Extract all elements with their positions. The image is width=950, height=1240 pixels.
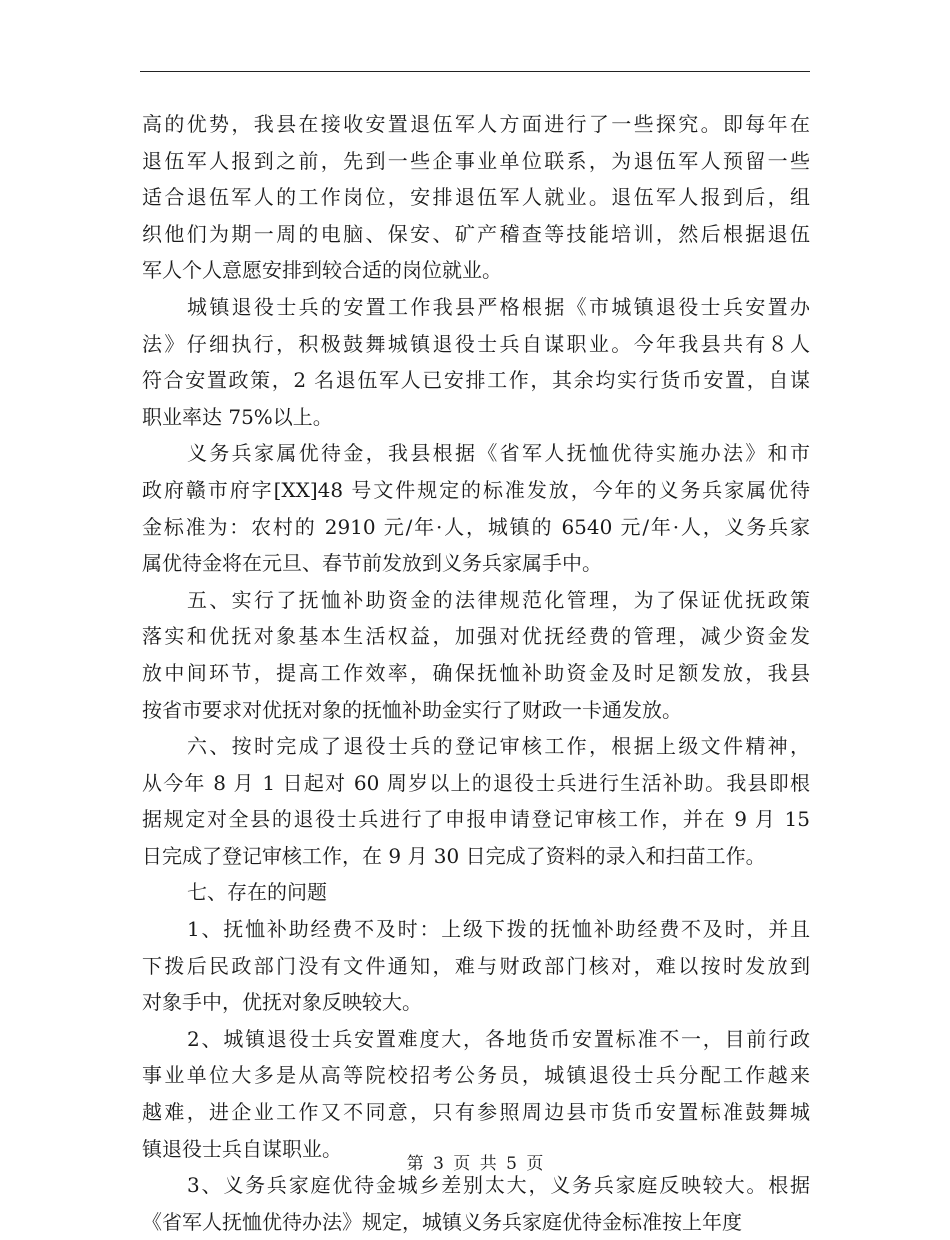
- paragraph: [142, 1021, 810, 1167]
- text-line: 义务兵家属优待金，我县根据《省军人抚恤优待实施办法》和市: [187, 441, 810, 466]
- text-line: 职业率达 75%以上。: [142, 404, 333, 429]
- document-body: [142, 106, 810, 1240]
- text-line: 越难，进企业工作又不同意，只有参照周边县市货币安置标准鼓舞城: [142, 1100, 810, 1125]
- text-line: 五、实行了抚恤补助资金的法律规范化管理，为了保证优抚政策: [187, 587, 810, 612]
- text-line: 《省军人抚恤优待办法》规定，城镇义务兵家庭优待金标准按上年度: [142, 1209, 742, 1234]
- text-line: 政府赣市府字[XX]48 号文件规定的标准发放，今年的义务兵家属优待: [142, 477, 810, 502]
- text-line: 军人个人意愿安排到较合适的岗位就业。: [142, 258, 502, 283]
- paragraph: [142, 1167, 810, 1240]
- text-line: 1、抚恤补助经费不及时：上级下拨的抚恤补助经费不及时，并且: [187, 917, 810, 942]
- text-line: 织他们为期一周的电脑、保安、矿产稽查等技能培训，然后根据退伍: [142, 221, 810, 246]
- text-line: 金标准为：农村的 2910 元/年·人，城镇的 6540 元/年·人，义务兵家: [142, 514, 810, 539]
- header-rule: [140, 71, 810, 72]
- text-line: 从今年 8 月 1 日起对 60 周岁以上的退役士兵进行生活补助。我县即根: [142, 770, 810, 795]
- text-line: 事业单位大多是从高等院校招考公务员，城镇退役士兵分配工作越来: [142, 1063, 810, 1088]
- page-footer: 第 3 页 共 5 页: [406, 1154, 544, 1174]
- paragraph: [142, 435, 810, 581]
- text-line: 法》仔细执行，积极鼓舞城镇退役士兵自谋职业。今年我县共有８人: [142, 331, 810, 356]
- text-line: 3、义务兵家庭优待金城乡差别太大，义务兵家庭反映较大。根据: [187, 1173, 810, 1198]
- text-line: 按省市要求对优抚对象的抚恤补助金实行了财政一卡通发放。: [142, 697, 682, 722]
- text-line: 退伍军人报到之前，先到一些企事业单位联系，为退伍军人预留一些: [142, 148, 810, 173]
- text-line: 落实和优抚对象基本生活权益，加强对优抚经费的管理，减少资金发: [142, 624, 810, 649]
- text-line: 下拨后民政部门没有文件通知，难与财政部门核对，难以按时发放到: [142, 953, 810, 978]
- text-line: 符合安置政策，2 名退伍军人已安排工作，其余均实行货币安置，自谋: [142, 368, 810, 393]
- paragraph: [142, 289, 810, 435]
- text-line: 高的优势，我县在接收安置退伍军人方面进行了一些探究。即每年在: [142, 112, 810, 136]
- text-line: 七、存在的问题: [187, 880, 327, 905]
- paragraph: [142, 728, 810, 874]
- text-line: 城镇退役士兵的安置工作我县严格根据《市城镇退役士兵安置办: [187, 294, 810, 319]
- paragraph: [142, 106, 810, 289]
- paragraph: [142, 911, 810, 1021]
- paragraph: [142, 874, 810, 911]
- paragraph: [142, 582, 810, 728]
- text-line: 日完成了登记审核工作，在 9 月 30 日完成了资料的录入和扫苗工作。: [142, 843, 766, 868]
- text-line: 据规定对全县的退役士兵进行了申报申请登记审核工作，并在 9 月 15: [142, 807, 810, 832]
- text-line: 六、按时完成了退役士兵的登记审核工作，根据上级文件精神，: [187, 734, 810, 759]
- text-line: 对象手中，优抚对象反映较大。: [142, 990, 422, 1015]
- text-line: 2、城镇退役士兵安置难度大，各地货币安置标准不一，目前行政: [187, 1026, 810, 1051]
- text-line: 属优待金将在元旦、春节前发放到义务兵家属手中。: [142, 551, 602, 576]
- text-line: 放中间环节，提高工作效率，确保抚恤补助资金及时足额发放，我县: [142, 660, 810, 685]
- text-line: 适合退伍军人的工作岗位，安排退伍军人就业。退伍军人报到后，组: [142, 185, 810, 210]
- text-line: 镇退役士兵自谋职业。: [142, 1136, 342, 1161]
